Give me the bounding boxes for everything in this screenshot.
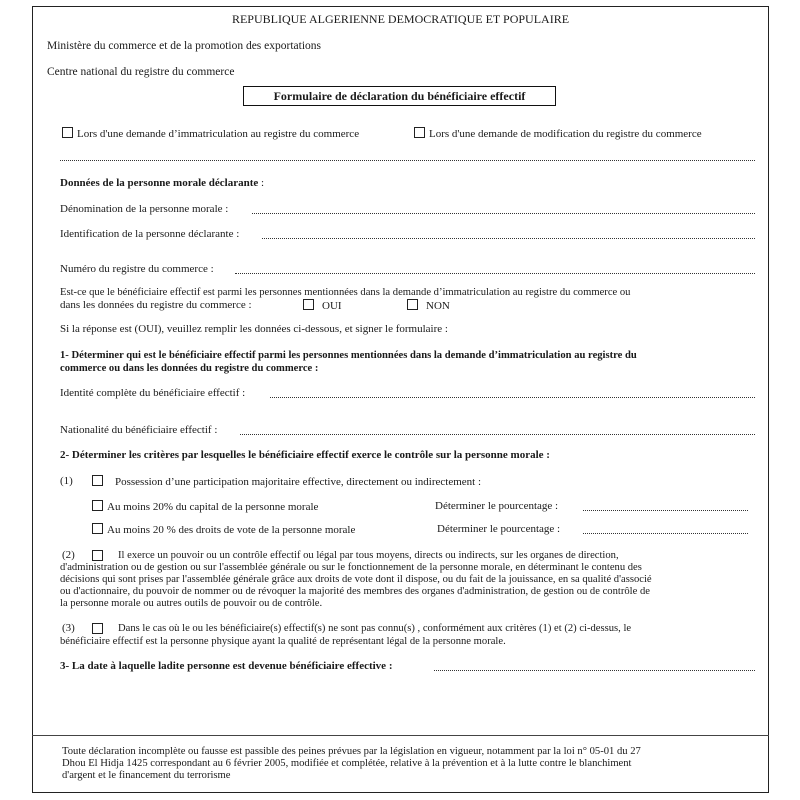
identity-label: Identité complète du bénéficiaire effectif : [60,387,246,399]
section-2-title: 2- Déterminer les critères par lesquelles le bénéficiaire effectif exerce le contrôle sur la personne morale : [60,449,550,461]
identity-field[interactable] [270,397,755,398]
company-section-title-suffix: : [258,177,265,189]
option-immatriculation-label: Lors d'une demande d’immatriculation au registre du commerce [77,128,360,140]
company-name-field[interactable] [252,213,755,214]
capital-percentage-field[interactable] [583,510,748,511]
criterion-1-text: Possession d’une participation majoritaire effective, directement ou indirectement : [115,476,482,488]
checkbox-capital[interactable] [92,500,103,511]
criterion-2-line-5: la personne morale ou autres outils de pouvoir ou de contrôle. [60,598,323,609]
criterion-2-line-4: ou d'actionnaire, du pouvoir de nommer ou de révoquer la majorité des membres des organes d'administration, de gestion ou de contrôle de [60,586,650,597]
answer-yes[interactable] [303,299,342,313]
answer-no-label: NON [426,300,450,312]
checkbox-modification[interactable] [414,127,425,138]
company-name-label: Dénomination de la personne morale : [60,203,229,215]
capital-percentage-label: Déterminer le pourcentage : [435,500,559,512]
question-line-1: Est-ce que le bénéficiaire effectif est parmi les personnes mentionnées dans la demande d’immatriculation au registre du commerce ou [60,287,631,298]
declarant-field[interactable] [262,238,755,239]
republic-header: REPUBLIQUE ALGERIENNE DEMOCRATIQUE ET POPULAIRE [231,12,570,26]
checkbox-criterion-1[interactable] [92,475,103,486]
criterion-3-line-1: Dans le cas où le ou les bénéficiaire(s) effectif(s) ne sont pas connu(s) , conformément aux critères (1) et (2) ci-dessus, le [118,623,632,634]
declarant-label: Identification de la personne déclarante : [60,228,240,240]
question-line-2: dans les données du registre du commerce : [60,299,252,311]
capital-option[interactable] [92,500,318,514]
rc-number-label: Numéro du registre du commerce : [60,263,214,275]
answer-yes-label: OUI [322,300,342,312]
criterion-2-line-2: d'administration ou de gestion ou sur l'assemblée générale ou sur le fonctionnement de la personne morale, en déterminant le contenu des [60,562,642,573]
option-immatriculation[interactable] [62,127,359,141]
checkbox-no[interactable] [407,299,418,310]
section-1-title-line-2: commerce ou dans les données du registre du commerce : [60,363,319,374]
votes-label: Au moins 20 % des droits de vote de la personne morale [107,524,356,536]
request-details-field[interactable] [60,160,755,161]
footer-line-2: Dhou El Hidja 1425 correspondant au 6 février 2005, modifiée et complétée, relative à la prévention et à la lutte contre le blanchiment [62,758,632,769]
criterion-1-number: (1) [60,475,73,487]
ministry-name: Ministère du commerce et de la promotion des exportations [47,40,322,52]
center-name: Centre national du registre du commerce [47,66,235,78]
nationality-field[interactable] [240,434,755,435]
checkbox-votes[interactable] [92,523,103,534]
option-modification-label: Lors d'une demande de modification du registre du commerce [429,128,702,140]
checkbox-immatriculation[interactable] [62,127,73,138]
section-3-title: 3- La date à laquelle ladite personne est devenue bénéficiaire effective : [60,660,393,672]
nationality-label: Nationalité du bénéficiaire effectif : [60,424,218,436]
footer-divider [32,735,769,736]
company-section-title-text: Données de la personne morale déclarante [60,177,259,189]
beneficiary-date-field[interactable] [434,670,755,671]
criterion-1[interactable] [92,475,481,489]
criterion-2-line-1: Il exerce un pouvoir ou un contrôle effectif ou légal par tous moyens, directs ou indirects, sur les organes de direction, [118,550,619,561]
checkbox-criterion-2[interactable] [92,550,103,561]
criterion-2-line-3: décisions qui sont prises par l'assemblée générale grâce aux droits de vote dont il dispose, ou du fait de la jouissance, en sa qualité d'associé [60,574,652,585]
votes-percentage-field[interactable] [583,533,748,534]
footer-line-3: d'argent et le financement du terrorisme [62,770,231,781]
votes-percentage-label: Déterminer le pourcentage : [437,523,561,535]
capital-label: Au moins 20% du capital de la personne morale [107,501,319,513]
votes-option[interactable] [92,523,355,537]
criterion-2-number: (2) [62,549,75,561]
checkbox-yes[interactable] [303,299,314,310]
option-modification[interactable] [414,127,702,141]
instruction-text: Si la réponse est (OUI), veuillez remplir les données ci-dessous, et signer le formulaire : [60,323,448,335]
answer-no[interactable] [407,299,450,313]
section-1-title-line-1: 1- Déterminer qui est le bénéficiaire effectif parmi les personnes mentionnées dans la demande d’immatriculation au registre du [60,350,637,361]
form-title: Formulaire de déclaration du bénéficiaire effectif [243,86,556,106]
footer-line-1: Toute déclaration incomplète ou fausse est passible des peines prévues par la législation en vigueur, notamment par la loi n° 05-01 du 27 [62,746,641,757]
rc-number-field[interactable] [235,273,755,274]
company-section-title [60,177,264,190]
criterion-3-number: (3) [62,622,75,634]
criterion-3-line-2: bénéficiaire effectif est la personne physique ayant la qualité de représentant légal de la personne morale. [60,636,506,647]
checkbox-criterion-3[interactable] [92,623,103,634]
